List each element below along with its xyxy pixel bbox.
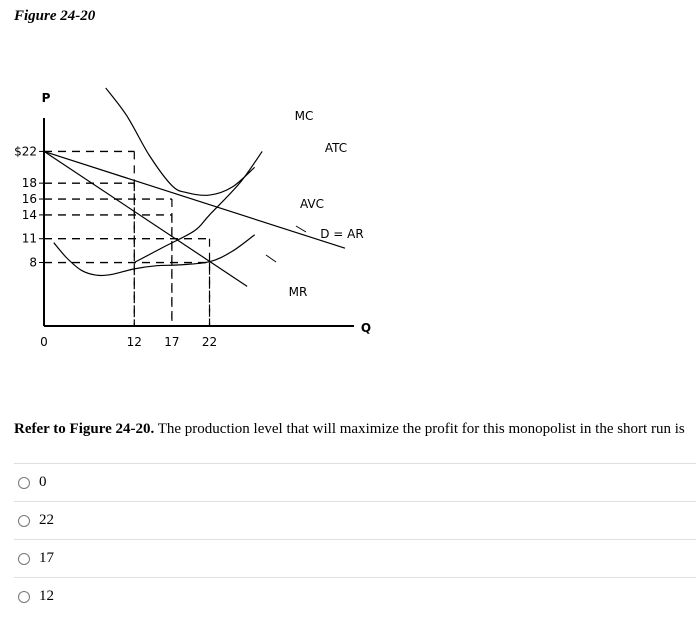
option-label: 17 — [39, 550, 54, 566]
avc-label: AVC — [299, 197, 325, 211]
x-tick-label: 12 — [126, 335, 142, 349]
option-3[interactable] — [14, 577, 696, 615]
radio-button[interactable] — [18, 553, 30, 565]
option-1[interactable] — [14, 501, 696, 539]
y-tick-label: $22 — [14, 144, 37, 159]
mr-curve — [44, 151, 247, 286]
chart-labels — [14, 91, 371, 349]
avc-curve — [54, 235, 255, 276]
y-tick-label: 8 — [29, 255, 37, 270]
x-axis-label: Q — [360, 321, 372, 335]
option-0[interactable] — [14, 463, 696, 501]
atc-label: ATC — [324, 141, 348, 155]
demand-arrow — [296, 226, 306, 232]
x-tick-label: 22 — [201, 335, 218, 349]
y-tick-label: 16 — [21, 192, 37, 207]
mr-label: MR — [288, 285, 308, 299]
d-ar-label: D = AR — [320, 227, 364, 241]
answer-options — [14, 463, 696, 615]
y-tick-label: 11 — [21, 231, 37, 246]
mc-label: MC — [294, 109, 314, 123]
radio-button[interactable] — [18, 591, 30, 603]
y-tick-label: 14 — [21, 207, 37, 222]
radio-button[interactable] — [18, 515, 30, 527]
question-body: The production level that will maximize the profit for this monopolist in the short run is — [154, 421, 685, 437]
monopoly-cost-chart — [0, 80, 420, 360]
mc-curve — [134, 151, 262, 262]
y-tick-label: 18 — [21, 176, 37, 191]
figure-title: Figure 24-20 — [14, 8, 96, 24]
option-label: 0 — [39, 474, 47, 490]
atc-curve — [106, 88, 255, 195]
question-text — [14, 421, 685, 438]
mr-arrow — [266, 255, 276, 262]
radio-button[interactable] — [18, 477, 30, 489]
question-reference: Refer to Figure 24-20. — [14, 421, 155, 437]
option-label: 22 — [39, 512, 54, 528]
option-2[interactable] — [14, 539, 696, 577]
y-axis-label: P — [41, 91, 51, 105]
x-tick-label: 0 — [40, 335, 48, 349]
option-label: 12 — [39, 588, 54, 604]
x-tick-label: 17 — [164, 335, 180, 349]
